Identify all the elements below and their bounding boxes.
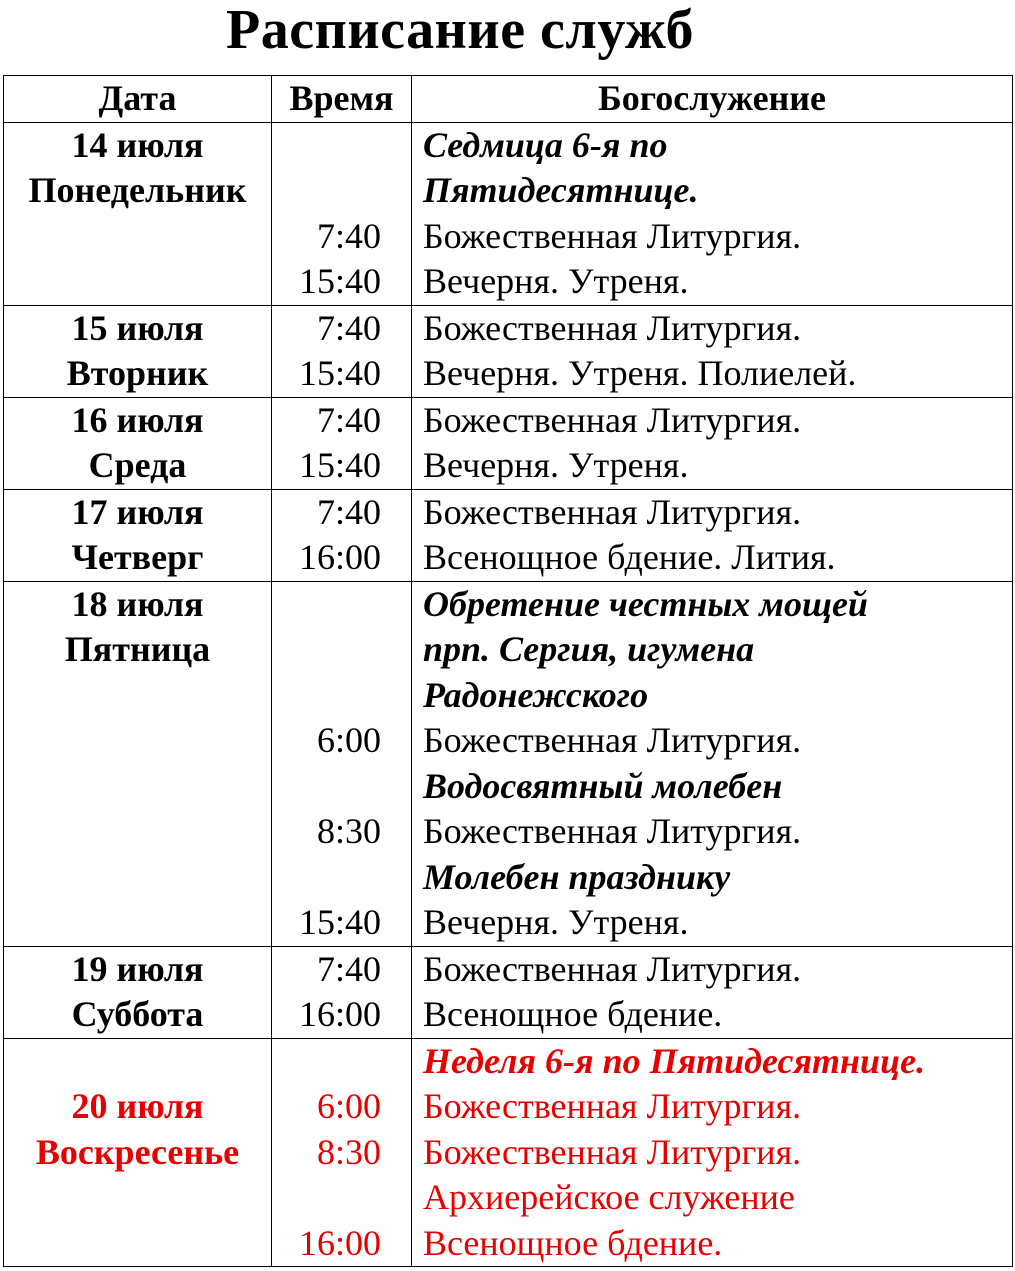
date-cell bbox=[4, 397, 272, 489]
weekday-label: Пятница bbox=[64, 629, 211, 669]
service-time: 6:00 bbox=[316, 1086, 381, 1126]
service-name: Божественная Литургия. bbox=[423, 811, 802, 851]
service-cell bbox=[412, 946, 1013, 1038]
service-time: 15:40 bbox=[298, 261, 381, 301]
table-row bbox=[4, 581, 1013, 946]
table-row bbox=[4, 305, 1013, 397]
feast-title: Неделя 6-я по Пятидесятнице. bbox=[423, 1040, 926, 1081]
page-title: Расписание служб bbox=[226, 0, 694, 61]
service-name: Божественная Литургия. bbox=[423, 720, 802, 760]
service-time: 7:40 bbox=[316, 215, 381, 256]
date-cell bbox=[4, 305, 272, 397]
time-cell bbox=[272, 946, 412, 1038]
table-row bbox=[4, 397, 1013, 489]
service-time: 16:00 bbox=[298, 1222, 381, 1263]
date-label: 17 июля bbox=[71, 491, 204, 532]
table-row bbox=[4, 122, 1013, 305]
header-row bbox=[4, 76, 1013, 123]
service-cell bbox=[412, 1038, 1013, 1267]
service-time: 7:40 bbox=[316, 307, 381, 348]
date-cell bbox=[4, 946, 272, 1038]
header-time: Время bbox=[272, 76, 412, 123]
service-name: Вечерня. Утреня. bbox=[423, 445, 689, 485]
service-time: 7:40 bbox=[316, 948, 381, 989]
feast-title: Седмица 6-я по bbox=[423, 124, 668, 165]
service-cell bbox=[412, 122, 1013, 305]
service-name: Вечерня. Утреня. bbox=[423, 261, 689, 301]
weekday-label: Вторник bbox=[66, 353, 209, 393]
service-name: Божественная Литургия. bbox=[423, 1131, 802, 1172]
service-name: Всенощное бдение. bbox=[423, 1222, 723, 1263]
feast-title: Радонежского bbox=[423, 674, 649, 715]
feast-title: Водосвятный молебен bbox=[423, 765, 783, 806]
header-service: Богослужение bbox=[412, 76, 1013, 123]
service-time: 6:00 bbox=[316, 720, 381, 760]
time-cell bbox=[272, 489, 412, 581]
table-row bbox=[4, 946, 1013, 1038]
service-name: Всенощное бдение. bbox=[423, 994, 723, 1034]
service-name: Божественная Литургия. bbox=[423, 491, 802, 532]
feast-title: прп. Сергия, игумена bbox=[423, 629, 755, 669]
feast-title: Молебен празднику bbox=[423, 856, 731, 897]
date-label: 18 июля bbox=[71, 583, 204, 624]
date-cell bbox=[4, 581, 272, 946]
time-cell bbox=[272, 122, 412, 305]
time-cell bbox=[272, 1038, 412, 1267]
date-cell bbox=[4, 122, 272, 305]
date-label: 15 июля bbox=[71, 307, 204, 348]
service-cell bbox=[412, 489, 1013, 581]
service-name: Архиерейское служение bbox=[423, 1177, 795, 1217]
service-name: Божественная Литургия. bbox=[423, 215, 802, 256]
date-label: 20 июля bbox=[71, 1086, 204, 1126]
service-time: 16:00 bbox=[298, 994, 381, 1034]
service-name: Вечерня. Утреня. Полиелей. bbox=[423, 353, 857, 393]
time-cell bbox=[272, 581, 412, 946]
time-cell bbox=[272, 397, 412, 489]
weekday-label: Четверг bbox=[71, 537, 204, 577]
date-cell bbox=[4, 1038, 272, 1267]
service-time: 7:40 bbox=[316, 491, 381, 532]
service-time: 8:30 bbox=[316, 811, 381, 851]
service-name: Божественная Литургия. bbox=[423, 307, 802, 348]
table-row bbox=[4, 489, 1013, 581]
service-time: 15:40 bbox=[298, 445, 381, 485]
feast-title: Пятидесятнице. bbox=[423, 170, 699, 210]
weekday-label: Понедельник bbox=[28, 170, 247, 210]
date-label: 19 июля bbox=[71, 948, 204, 989]
service-name: Божественная Литургия. bbox=[423, 948, 802, 989]
service-cell bbox=[412, 305, 1013, 397]
schedule-body bbox=[4, 122, 1013, 1267]
service-time: 15:40 bbox=[298, 353, 381, 393]
weekday-label: Суббота bbox=[71, 994, 204, 1034]
service-time: 15:40 bbox=[298, 902, 381, 942]
service-cell bbox=[412, 581, 1013, 946]
header-date: Дата bbox=[4, 76, 272, 123]
weekday-label: Среда bbox=[88, 445, 187, 485]
feast-title: Обретение честных мощей bbox=[423, 583, 868, 624]
schedule-table bbox=[3, 75, 1013, 1267]
date-label: 14 июля bbox=[71, 124, 204, 165]
service-name: Вечерня. Утреня. bbox=[423, 902, 689, 942]
service-name: Всенощное бдение. Лития. bbox=[423, 537, 836, 577]
service-name: Божественная Литургия. bbox=[423, 1086, 802, 1126]
date-cell bbox=[4, 489, 272, 581]
service-time: 7:40 bbox=[316, 399, 381, 440]
time-cell bbox=[272, 305, 412, 397]
date-label: 16 июля bbox=[71, 399, 204, 440]
table-row bbox=[4, 1038, 1013, 1267]
service-time: 8:30 bbox=[316, 1131, 381, 1172]
weekday-label: Воскресенье bbox=[35, 1131, 240, 1172]
service-cell bbox=[412, 397, 1013, 489]
service-time: 16:00 bbox=[298, 537, 381, 577]
service-name: Божественная Литургия. bbox=[423, 399, 802, 440]
